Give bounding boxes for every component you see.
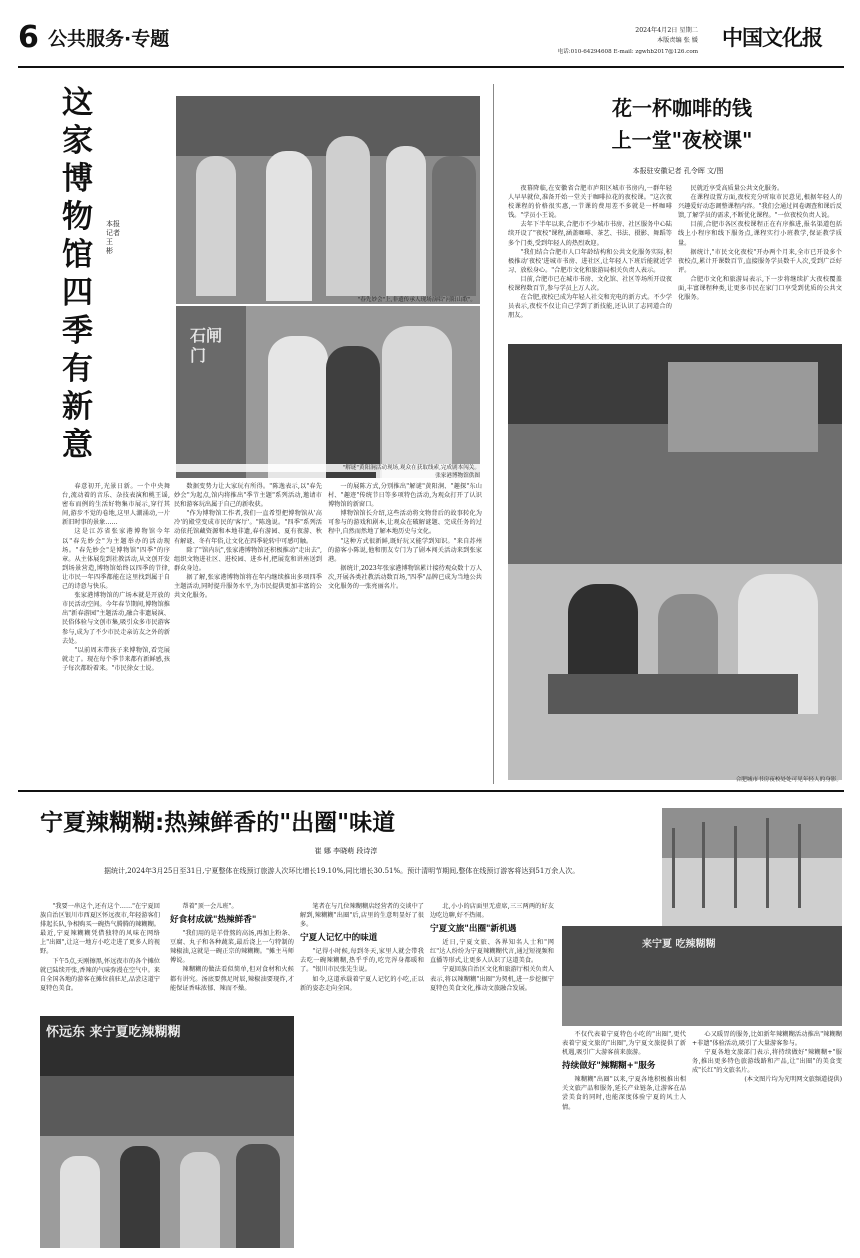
photo-night-school: [508, 344, 842, 780]
hulatang-column-6: 心又暖胃的服务,比如新年辣糊糊活动推出"辣糊糊+非遗"体验活动,吸引了大量游客参与。 宁夏各地文旅部门表示,将持续做好"辣糊糊+"服务,推出更多特色旅游线路和产品,让"出圈"的美食变成"长红"的文旅名片。 (本文图片均为光明网文旅频道提供): [692, 1031, 842, 1084]
market-sign-text: 怀远东 来宁夏吃辣糊糊: [46, 1025, 181, 1040]
museum-column-3: 一的展陈方式,分别推出"解谜"黄阳涧、"趣探"东山村、"趣迹"传统节日等多项特色活动,为观众打开了认识博物馆的新窗口。 博物馆馆长介绍,这些活动将文物背后的故事转化为可参与的游戏和剧本,让观众在破解谜题、完成任务的过程中,自然而然地了解本地历史与文化。 "这种方式很新鲜,既好玩又能学到知识。"来自苏州的游客小陈说,他和朋友专门为了剧本闯关活动来到张家港。 据统计,2023年张家港博物馆累计接待观众数十万人次,开展各类社教活动数百场,"四季"品牌已成为当地公共文化服务的一张亮丽名片。: [328, 483, 482, 591]
hulatang-byline: 崔 娜 李晓萌 段诗淳: [314, 847, 378, 855]
photo-bbq-skewers: [662, 808, 842, 926]
column-divider: [493, 84, 494, 784]
hulatang-title: 宁夏辣糊糊:热辣鲜香的"出圈"味道: [40, 810, 396, 836]
hulatang-column-2: 帮着"顶一会儿班"。 好食材成就"热辣鲜香" "我们用的是羊骨熬的高汤,再加上粉条、豆腐、丸子和各种蔬菜,最后浇上一勺特制的辣椒油,这就是一碗正宗的辣糊糊。"摊主马师傅说。 辣糊糊的做法看似简单,但对食材和火候都有讲究。汤底要熬足时辰,辣椒油要现炸,才能保证香味浓郁、辣而不燥。: [170, 903, 294, 992]
coffee-column-1: 夜幕降临,在安徽省合肥市庐阳区城市书房内,一群年轻人早早就位,准备开始一堂关于咖啡拉花的夜校课。"这次夜校课程的价格很实惠,一节课的费用差不多就是一杯咖啡钱。"学员小王说。 去年下半年以来,合肥市不少城市书房、社区服务中心陆续开设了"夜校"课程,涵盖咖啡、茶艺、书法、摄影、舞蹈等多个门类,受到年轻人的热烈欢迎。 "我们结合合肥市人口年龄结构和公共文化服务实际,积极推动'夜校'进城市书房、进社区,让年轻人下班后能就近学习、放松身心。"合肥市文化和旅游局相关负责人表示。 目前,合肥市已在城市书房、文化馆、社区等场所开设夜校课程数百节,参与学员上万人次。 在合肥,夜校已成为年轻人社交和充电的新方式。不少学员表示,夜校不仅让自己学到了新技能,还认识了志同道合的朋友。: [508, 185, 672, 320]
museum-column-1: 春意初开,光景日新。一个中央舞台,流动着的音乐、杂技表演和桃王谣,密布而例的生活好物集市展示,穿行其间,游步不觉的卷地,这里人潮涌动,一片新旧时事的景象…… 这是江苏省张家港博物馆今年以"春先妙会"为主题举办的活动现场。"春先妙会"是博物馆"四季"的序章。从主体展览到社教活动,从文创开发到场景营造,博物馆始终以四季的节律,让市民一年四季都能在这里找到属于自己的诗意与快乐。 张家港博物馆的广场本就是开放的市民活动空间。今年春节期间,博物馆推出"新春游园"主题活动,融合非遗展演、民俗体验与文创市集,吸引众多市民游客参与,成为了不少市民走亲访友之外的新去处。 "以前周末带孩子来博物馆,看完展就走了。现在每个季节来都有新鲜感,孩子每次都盼着来。"市民徐女士说。: [62, 483, 170, 672]
hulatang-column-4: 北,小小的店面里无虚席,三三两两的好友边吃边聊,好不热闹。 宁夏文旅"出圈"新机遇 近日,宁夏文旅、各界知名人士和"网红"达人纷纷为宁夏辣糊糊代言,通过短视频和直播等形式,让更多人认识了这道美食。 宁夏回族自治区文化和旅游厅相关负责人表示,将以辣糊糊"出圈"为契机,进一步挖掘宁夏特色美食文化,推动文旅融合发展。: [430, 903, 554, 992]
lead-text: 据统计,2024年3月25日至31日,宁夏整体在线预订旅游人次环比增长19.10%,同比增长30.51%。预计清明节期间,整体在线预订游客将达到51万余人次。: [104, 867, 580, 875]
subhead-memory: 宁夏人记忆中的味道: [300, 933, 378, 944]
coffee-title-line1: 花一杯咖啡的钱: [612, 96, 752, 120]
museum-byline-name: 王 彬: [106, 238, 113, 255]
subhead-opportunity: 宁夏文旅"出圈"新机遇: [430, 924, 517, 935]
photo-street-stall: [562, 926, 842, 1026]
museum-column-2: 数据变势力让大家玩有所得。"陈逸表示,以"春先妙会"为起点,馆内将推出"季节主题"系列活动,邀请市民和游客玩出属于自己的新收获。 "作为博物馆工作者,我们一直希望把博物馆从'高冷'的殿堂变成市民的'客厅'。"陈逸说。"四季"系列活动依托馆藏资源和本地非遗,春有游园、夏有夜游、秋有解谜、冬有年俗,让文化在四季轮转中可感可触。 除了"馆内玩",张家港博物馆还积极推动"走出去",组织文物进社区、进校园、进乡村,把展览和讲座送到群众身边。 据了解,张家港博物馆将在年内继续推出多项四季主题活动,同时提升服务水平,为市民提供更加丰富的公共文化服务。: [174, 483, 322, 600]
photo-caption-2: "解谜"黄阳涧活动现场,观众在获取线索,完成剧本闯关。: [176, 464, 480, 472]
issue-date: 2024年4月2日 星期二: [635, 27, 698, 34]
photo-night-market-crowd: [40, 1016, 294, 1248]
subhead-service: 持续做好"辣糊糊+"服务: [562, 1061, 656, 1072]
hulatang-column-1: "我要一串这个,还有这个……"在宁夏回族自治区银川市西夏区怀远夜市,年轻游客们排起长队,争相购买一碗热气腾腾的辣糊糊。最近,宁夏辣糊糊凭借独特的风味在网络上"出圈",让这一地方小吃走进了更多人的视野。 下午5点,天刚擦黑,怀远夜市的各个摊位就已陆续开张,香辣的气味弥漫在空气中。来自全国各地的游客在摊位前驻足,品尝这道宁夏特色美食。: [40, 903, 160, 992]
subhead-ingredients: 好食材成就"热辣鲜香": [170, 915, 257, 926]
museum-byline-role: 本报记者: [106, 220, 120, 237]
coffee-column-2: 民就近享受高质量公共文化服务。 在课程设置方面,夜校充分听取市民意见,根据年轻人的兴趣爱好动态调整课程内容。"我们会通过问卷调查和课后反馈,了解学员的需求,不断优化课程。"一位夜校负责人说。 目前,合肥市各区夜校课程正在有序推进,报名渠道包括线上小程序和线下服务点,课程实行小班教学,保证教学质量。 据统计,"市民文化夜校"开办两个月来,全市已开设多个夜校点,累计开课数百节,直接服务学员数千人次,受到广泛好评。 合肥市文化和旅游局表示,下一步将继续扩大夜校覆盖面,丰富课程种类,让更多市民在家门口享受到优质的公共文化服务。: [678, 185, 842, 302]
contact-info: 电话:010-64294608 E-mail: zgwhb2017@126.com: [557, 49, 698, 55]
coffee-byline: 本报驻安徽记者 孔令晖 文/图: [632, 167, 724, 175]
coffee-title-line2: 上一堂"夜校课": [611, 128, 753, 152]
mid-rule: [18, 790, 844, 792]
photo-caption-1: "春先妙会"上,非遗传承人现场演唱"河阳山歌"。: [357, 297, 476, 303]
hulatang-column-3: 笔者在与几位辣糊糊店经营者的交谈中了解到,辣糊糊"出圈"后,店里的生意明显好了很多。 宁夏人记忆中的味道 "记得小时候,每到冬天,家里人就会带我去吃一碗辣糊糊,热乎乎的,吃完浑身都暖和了。"银川市民张先生说。 如今,这道承载着宁夏人记忆的小吃,正以新的姿态走向全国。: [300, 903, 424, 992]
photo-credit-2: 张家港博物馆供图: [376, 472, 480, 480]
section-title: 公共服务·专题: [48, 28, 170, 50]
photo-folk-singing: [176, 96, 480, 304]
editor-info: 本版责编 张 媛: [656, 37, 698, 44]
photo-stamp-text: 石闸门: [190, 326, 223, 365]
masthead-logo: 中国文化报: [722, 25, 822, 50]
header-rule: [18, 66, 844, 68]
hulatang-lead: [104, 866, 660, 877]
museum-title: 这家博物馆四季有新意: [62, 85, 93, 463]
stall-banner-text: 来宁夏 吃辣糊糊: [642, 939, 716, 950]
page-header: [18, 20, 844, 66]
hulatang-column-5: 不仅代表着宁夏特色小吃的"出圈",更代表着宁夏文旅的"出圈",为宁夏文旅提供了新机遇,吸引广大游客前来旅游。 持续做好"辣糊糊+"服务 辣糊糊"出圈"以来,宁夏各地积极推出相关文旅产品和服务,延长产业链条,让游客在品尝美食的同时,也能深度体验宁夏的风土人情。: [562, 1031, 686, 1111]
photo-puzzle-game: [176, 306, 480, 478]
museum-byline: [106, 220, 120, 256]
coffee-photo-caption: 合肥城市书房夜校处处可见年轻人的身影。: [735, 777, 842, 783]
page-number: 6: [18, 20, 39, 55]
